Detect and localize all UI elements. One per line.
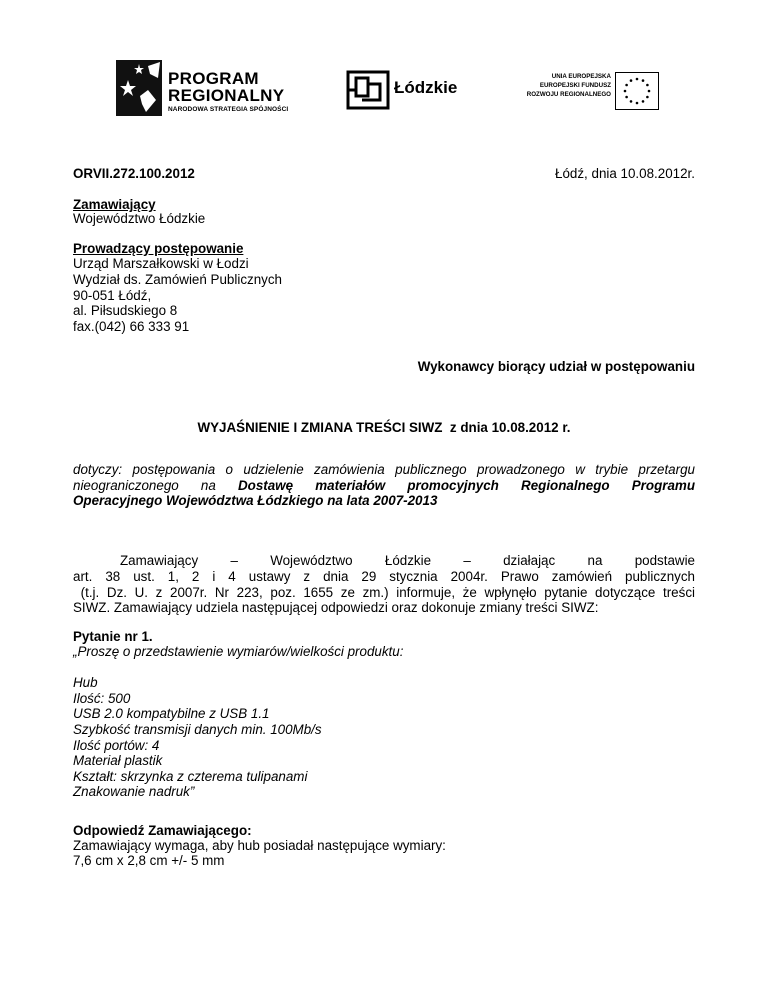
answer-heading: Odpowiedź Zamawiającego: — [73, 823, 252, 838]
answer-line: Zamawiający wymaga, aby hub posiadał następujące wymiary: — [73, 838, 446, 853]
lodzkie-emblem-icon — [346, 70, 390, 110]
conductor-line: Wydział ds. Zamówień Publicznych — [73, 272, 282, 287]
orderer-heading: Zamawiający — [73, 197, 156, 212]
program-regionalny-logo — [112, 56, 322, 122]
subject-line: Operacyjnego Województwa Łódzkiego na lata 2007-2013 — [73, 493, 438, 508]
recipients: Wykonawcy biorący udział w postępowaniu — [417, 359, 695, 374]
program-title: PROGRAM REGIONALNY — [168, 69, 285, 105]
intro-line: Zamawiający – Województwo Łódzkie – działając na podstawie — [120, 553, 695, 568]
subject-line: nieograniczonego na Dostawę materiałów promocyjnych Regionalnego Programu — [73, 478, 695, 493]
eu-text: UNIA EUROPEJSKA EUROPEJSKI FUNDUSZ ROZWOJU REGIONALNEGO — [526, 73, 611, 98]
question-item: Ilość portów: 4 — [73, 738, 160, 753]
conductor-line: al. Piłsudskiego 8 — [73, 303, 178, 318]
orderer-name: Województwo Łódzkie — [73, 211, 206, 226]
place-date: Łódź, dnia 10.08.2012r. — [555, 166, 695, 181]
document-title: WYJAŚNIENIE I ZMIANA TREŚCI SIWZ z dnia 10.08.2012 r. — [197, 420, 571, 435]
lodzkie-logo — [346, 68, 466, 114]
question-item: Szybkość transmisji danych min. 100Mb/s — [73, 722, 322, 737]
subject-line: dotyczy: postępowania o udzielenie zamówienia publicznego prowadzonego w trybie przetargu — [73, 462, 695, 477]
question-item: Hub — [73, 675, 98, 690]
conductor-line: 90-051 Łódź, — [73, 288, 152, 303]
answer-line: 7,6 cm x 2,8 cm +/- 5 mm — [73, 853, 225, 868]
program-subtitle: NARODOWA STRATEGIA SPÓJNOŚCI — [168, 106, 289, 113]
program-star-icon — [112, 56, 166, 122]
intro-line: SIWZ. Zamawiający udziela następującej odpowiedzi oraz dokonuje zmiany treści SIWZ: — [73, 600, 599, 615]
reference-number: ORVII.272.100.2012 — [73, 166, 195, 181]
conductor-line: Urząd Marszałkowski w Łodzi — [73, 256, 249, 271]
conductor-heading: Prowadzący postępowanie — [73, 241, 244, 256]
intro-line: art. 38 ust. 1, 2 i 4 ustawy z dnia 29 stycznia 2004r. Prawo zamówień publicznych — [73, 569, 695, 584]
eu-flag-icon — [615, 72, 659, 110]
intro-line: (t.j. Dz. U. z 2007r. Nr 223, poz. 1655 ze zm.) informuje, że wpłynęło pytanie dotyczące treści — [73, 585, 695, 600]
question-item: Materiał plastik — [73, 753, 163, 768]
conductor-line: fax.(042) 66 333 91 — [73, 319, 190, 334]
question-item: USB 2.0 kompatybilne z USB 1.1 — [73, 706, 270, 721]
lodzkie-text: Łódzkie — [394, 78, 458, 97]
question-item: Znakowanie nadruk” — [73, 784, 195, 799]
question-item: Kształt: skrzynka z czterema tulipanami — [73, 769, 308, 784]
question-text: „Proszę o przedstawienie wymiarów/wielkości produktu: — [73, 644, 404, 659]
question-item: Ilość: 500 — [73, 691, 131, 706]
eu-logo — [498, 70, 668, 110]
question-heading: Pytanie nr 1. — [73, 629, 153, 644]
header-logos — [0, 56, 768, 126]
